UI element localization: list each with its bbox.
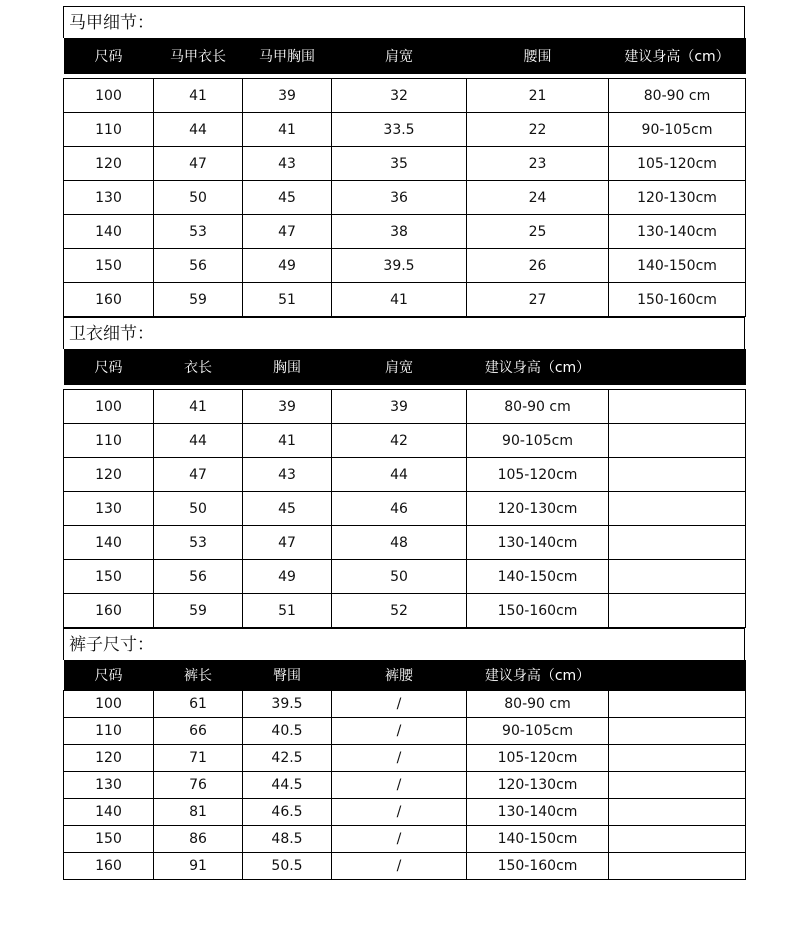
table-cell: 90-105cm [609, 113, 746, 147]
vest-size-table [63, 38, 746, 317]
table-cell: 49 [243, 560, 332, 594]
table-row [64, 745, 746, 772]
table-row [64, 181, 746, 215]
table-cell: 51 [243, 283, 332, 317]
table-header-row [64, 38, 746, 74]
table-cell: 45 [243, 181, 332, 215]
table-row [64, 826, 746, 853]
table-cell [609, 853, 746, 880]
table-cell: 56 [154, 560, 243, 594]
table-cell: 150 [64, 560, 154, 594]
table-cell: 150-160cm [609, 283, 746, 317]
table-cell [609, 691, 746, 718]
table-header-row [64, 660, 746, 691]
table-header-row [64, 349, 746, 385]
table-cell: 41 [243, 424, 332, 458]
table-cell: 105-120cm [609, 147, 746, 181]
table-cell: 46.5 [243, 799, 332, 826]
table-cell: 44 [332, 458, 467, 492]
table-cell [609, 718, 746, 745]
table-cell: 100 [64, 79, 154, 113]
column-header: 臀围 [243, 660, 332, 691]
table-cell: 150-160cm [467, 594, 609, 628]
table-cell: 47 [243, 526, 332, 560]
table-cell: 39.5 [243, 691, 332, 718]
pants-size-table [63, 660, 746, 880]
table-cell: 76 [154, 772, 243, 799]
table-cell: 45 [243, 492, 332, 526]
table-cell: 130 [64, 181, 154, 215]
table-row [64, 147, 746, 181]
table-cell: 50 [154, 181, 243, 215]
column-header: 裤腰 [332, 660, 467, 691]
column-header: 裤长 [154, 660, 243, 691]
table-cell: / [332, 745, 467, 772]
section-title-pants: 裤子尺寸： [63, 628, 745, 660]
column-header: 尺码 [64, 349, 154, 385]
table-cell: 47 [154, 458, 243, 492]
table-cell: 25 [467, 215, 609, 249]
table-cell: / [332, 826, 467, 853]
table-cell: 120-130cm [467, 772, 609, 799]
table-cell: 27 [467, 283, 609, 317]
table-cell: 39.5 [332, 249, 467, 283]
table-row [64, 526, 746, 560]
table-cell: / [332, 691, 467, 718]
column-header: 马甲衣长 [154, 38, 243, 74]
table-row [64, 249, 746, 283]
table-cell: 44 [154, 113, 243, 147]
table-cell: 160 [64, 283, 154, 317]
table-cell: 90-105cm [467, 424, 609, 458]
table-cell: 61 [154, 691, 243, 718]
table-cell [609, 560, 746, 594]
column-header: 衣长 [154, 349, 243, 385]
table-cell [609, 526, 746, 560]
table-cell [609, 594, 746, 628]
table-cell: 39 [243, 79, 332, 113]
column-header: 建议身高（cm） [467, 660, 609, 691]
table-cell: 160 [64, 853, 154, 880]
table-cell: 110 [64, 424, 154, 458]
column-header: 肩宽 [332, 38, 467, 74]
table-cell: 43 [243, 458, 332, 492]
table-row [64, 772, 746, 799]
table-cell: 44.5 [243, 772, 332, 799]
table-cell [609, 745, 746, 772]
table-cell: 59 [154, 594, 243, 628]
table-cell: 48.5 [243, 826, 332, 853]
table-cell: 130-140cm [467, 799, 609, 826]
column-header: 胸围 [243, 349, 332, 385]
table-cell: 130-140cm [467, 526, 609, 560]
table-cell: / [332, 718, 467, 745]
table-cell [609, 390, 746, 424]
table-cell [609, 772, 746, 799]
table-cell: 120-130cm [609, 181, 746, 215]
table-cell: 81 [154, 799, 243, 826]
table-cell: 140 [64, 526, 154, 560]
table-cell: / [332, 799, 467, 826]
table-cell: 50 [154, 492, 243, 526]
table-cell: 21 [467, 79, 609, 113]
table-cell: 140-150cm [609, 249, 746, 283]
table-cell: 50 [332, 560, 467, 594]
table-cell: 50.5 [243, 853, 332, 880]
table-cell: 39 [243, 390, 332, 424]
table-cell [609, 424, 746, 458]
table-cell: / [332, 853, 467, 880]
table-cell: 140 [64, 215, 154, 249]
table-cell: 80-90 cm [467, 691, 609, 718]
table-cell: 100 [64, 390, 154, 424]
table-cell: 41 [154, 390, 243, 424]
table-cell: 39 [332, 390, 467, 424]
column-header [609, 349, 746, 385]
table-row [64, 113, 746, 147]
table-cell [609, 492, 746, 526]
table-cell: 42.5 [243, 745, 332, 772]
table-cell: 41 [332, 283, 467, 317]
table-cell: 80-90 cm [609, 79, 746, 113]
table-row [64, 691, 746, 718]
table-cell: 150-160cm [467, 853, 609, 880]
section-title-vest: 马甲细节： [63, 6, 745, 38]
section-title-hoodie: 卫衣细节： [63, 317, 745, 349]
table-cell: 43 [243, 147, 332, 181]
table-cell: 44 [154, 424, 243, 458]
table-cell: 100 [64, 691, 154, 718]
table-cell: 40.5 [243, 718, 332, 745]
column-header: 建议身高（cm） [609, 38, 746, 74]
table-cell: 86 [154, 826, 243, 853]
table-cell: 49 [243, 249, 332, 283]
table-row [64, 390, 746, 424]
column-header: 腰围 [467, 38, 609, 74]
table-cell: 38 [332, 215, 467, 249]
table-cell: 23 [467, 147, 609, 181]
table-cell: 66 [154, 718, 243, 745]
table-row [64, 424, 746, 458]
table-cell: 140 [64, 799, 154, 826]
table-cell: 120 [64, 147, 154, 181]
table-cell: 46 [332, 492, 467, 526]
table-cell: 105-120cm [467, 458, 609, 492]
table-cell: 56 [154, 249, 243, 283]
table-cell: 130 [64, 772, 154, 799]
table-cell: 120 [64, 745, 154, 772]
table-cell: 22 [467, 113, 609, 147]
table-row [64, 718, 746, 745]
table-cell: / [332, 772, 467, 799]
table-cell: 150 [64, 826, 154, 853]
table-cell: 59 [154, 283, 243, 317]
table-cell: 24 [467, 181, 609, 215]
table-cell: 71 [154, 745, 243, 772]
table-cell: 47 [243, 215, 332, 249]
table-cell: 110 [64, 113, 154, 147]
table-row [64, 853, 746, 880]
table-row [64, 215, 746, 249]
column-header: 尺码 [64, 660, 154, 691]
table-cell: 120-130cm [467, 492, 609, 526]
column-header: 马甲胸围 [243, 38, 332, 74]
table-cell: 42 [332, 424, 467, 458]
table-cell: 80-90 cm [467, 390, 609, 424]
table-cell: 53 [154, 526, 243, 560]
hoodie-size-table [63, 349, 746, 628]
table-row [64, 458, 746, 492]
size-chart [63, 6, 745, 880]
table-cell [609, 826, 746, 853]
column-header: 建议身高（cm） [467, 349, 609, 385]
column-header: 肩宽 [332, 349, 467, 385]
table-cell: 41 [243, 113, 332, 147]
table-row [64, 594, 746, 628]
table-cell: 140-150cm [467, 560, 609, 594]
table-cell: 48 [332, 526, 467, 560]
table-cell: 105-120cm [467, 745, 609, 772]
table-cell: 140-150cm [467, 826, 609, 853]
table-row [64, 492, 746, 526]
table-cell: 32 [332, 79, 467, 113]
table-row [64, 79, 746, 113]
table-cell: 36 [332, 181, 467, 215]
table-cell [609, 458, 746, 492]
table-cell: 120 [64, 458, 154, 492]
table-row [64, 799, 746, 826]
table-cell: 47 [154, 147, 243, 181]
table-cell: 130 [64, 492, 154, 526]
table-cell: 35 [332, 147, 467, 181]
table-cell: 110 [64, 718, 154, 745]
table-cell: 26 [467, 249, 609, 283]
table-cell: 130-140cm [609, 215, 746, 249]
table-cell: 33.5 [332, 113, 467, 147]
table-row [64, 283, 746, 317]
table-cell: 51 [243, 594, 332, 628]
table-cell: 53 [154, 215, 243, 249]
table-cell: 41 [154, 79, 243, 113]
table-row [64, 560, 746, 594]
table-cell [609, 799, 746, 826]
table-cell: 160 [64, 594, 154, 628]
table-cell: 150 [64, 249, 154, 283]
column-header: 尺码 [64, 38, 154, 74]
table-cell: 52 [332, 594, 467, 628]
table-cell: 91 [154, 853, 243, 880]
column-header [609, 660, 746, 691]
table-cell: 90-105cm [467, 718, 609, 745]
